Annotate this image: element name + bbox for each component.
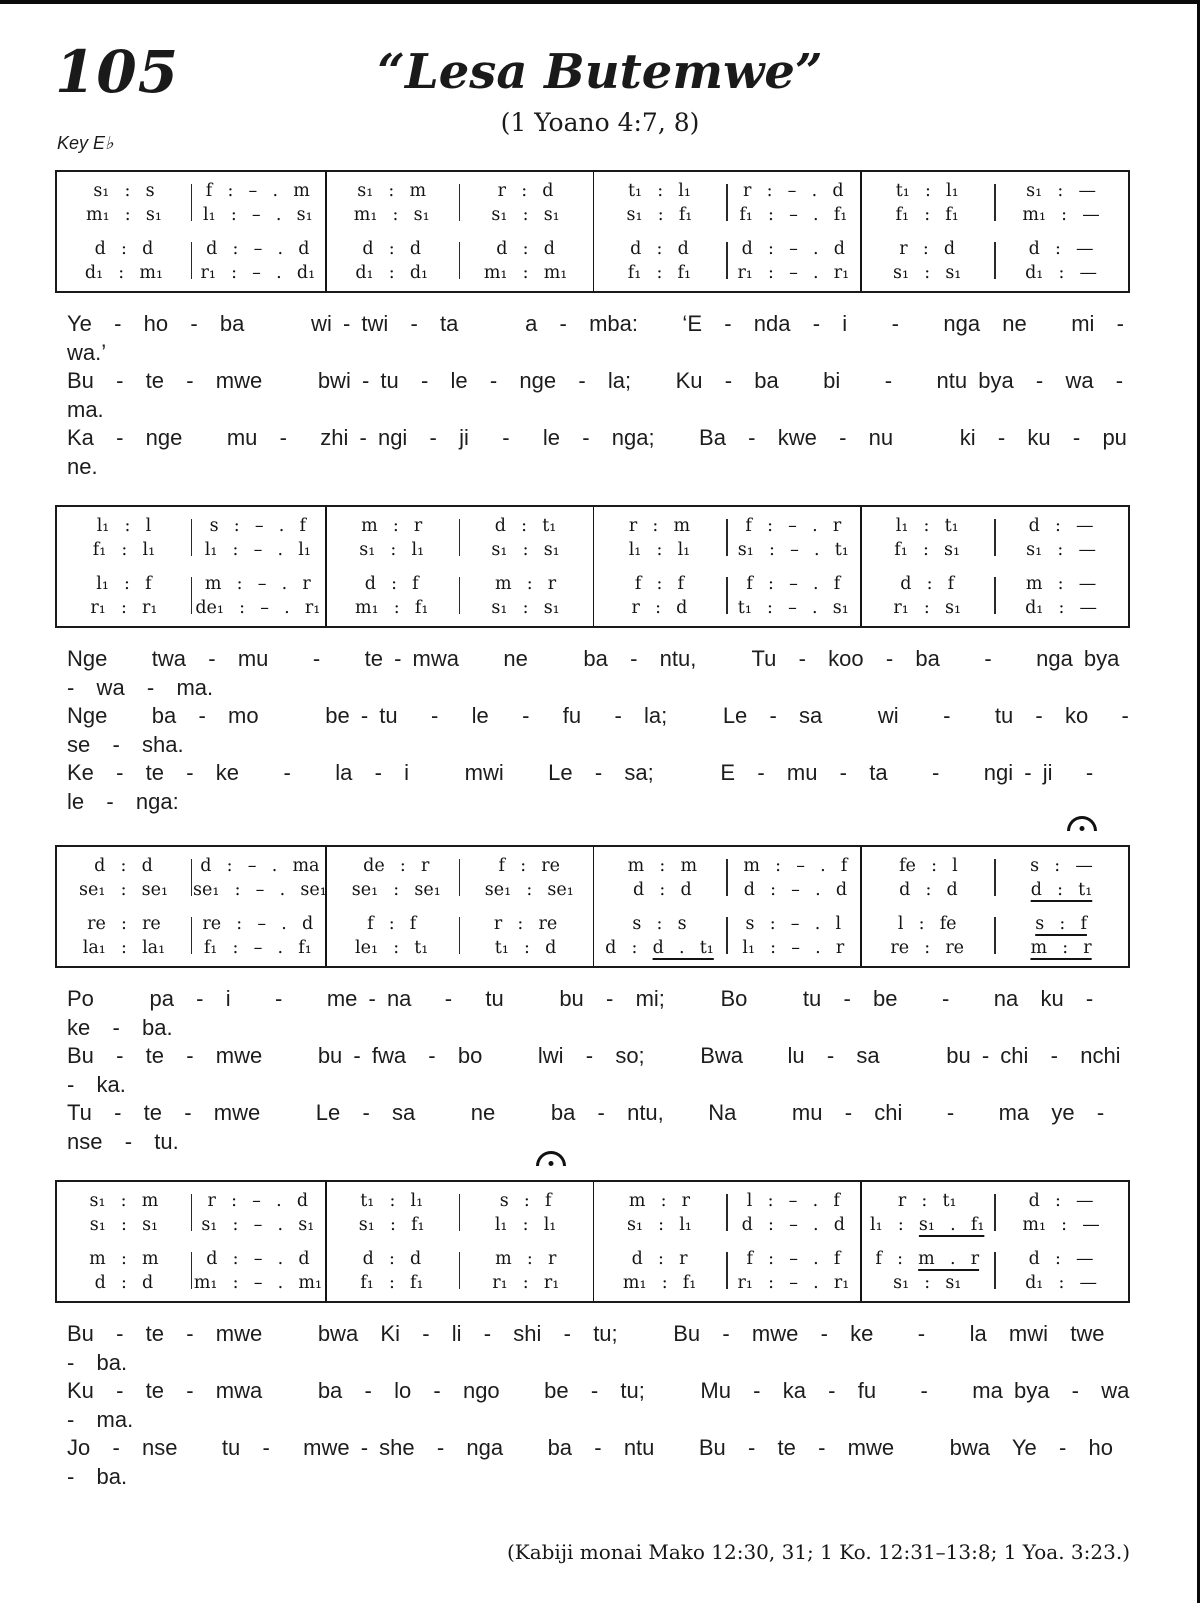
voice-line: s₁ : m: [357, 181, 427, 201]
measure-cell: [191, 237, 325, 285]
voice-line: f : f: [367, 914, 417, 934]
hymn-title: “Lesa Butemwe”: [377, 44, 823, 100]
voice-line: s₁ : s: [93, 181, 155, 201]
measure-cell: [191, 912, 325, 960]
measure-cell: [325, 1247, 459, 1295]
voice-line: t₁ : l₁: [895, 181, 959, 201]
voice-line: m₁ : m₁: [483, 263, 568, 283]
barline: [994, 577, 996, 614]
voice-line: l₁ : s₁ . f₁: [870, 1215, 985, 1235]
measure-cell: [325, 514, 459, 562]
voice-line: de₁ : – . r₁: [195, 598, 321, 618]
lyric-line: Jo - nse tu - mwe - she - nga ba - ntu Bu - te - mwe bwa Ye - ho - ba.: [67, 1435, 1136, 1489]
voice-line: m₁ : f₁: [622, 1273, 697, 1293]
voice-line: m : – . r: [204, 574, 311, 594]
voice-line: f₁ : f₁: [895, 205, 959, 225]
barline: [994, 1252, 996, 1289]
voice-line: r : – . d: [743, 181, 844, 201]
voice-line: s : f: [499, 1191, 552, 1211]
voice-line: s : —: [1030, 856, 1093, 876]
barline: [994, 184, 996, 221]
voice-line: t₁ : d: [494, 938, 557, 958]
voice-line: d₁ : m₁: [84, 263, 163, 283]
barline: [191, 917, 193, 954]
lyric-line: Ye - ho - ba wi - twi - ta a - mba: ‘E - nda - i - nga ne mi - wa.’: [67, 311, 1147, 365]
voice-line: s : – . f: [209, 516, 307, 536]
lyrics-block: [55, 310, 1183, 481]
barline: [726, 519, 728, 556]
voice-line: m : r: [628, 1191, 691, 1211]
voice-line: d : – . d: [206, 1249, 310, 1269]
voice-line: r : m: [628, 516, 691, 536]
barline: [726, 184, 728, 221]
measure-cell: [726, 572, 860, 620]
fermata-icon: [1067, 816, 1097, 831]
system-4: [55, 1180, 1152, 1491]
voice-line: s₁ : f₁: [626, 205, 693, 225]
measure-cell: [593, 1247, 727, 1295]
voice-line: m₁ : – . m₁: [193, 1273, 323, 1293]
barline: [459, 859, 461, 896]
lyric-line: Nge twa - mu - te - mwa ne ba - ntu, Tu - koo - ba - nga bya - wa - ma.: [67, 646, 1142, 700]
voice-line: r : t₁: [897, 1191, 957, 1211]
voice-line: s₁ : m: [89, 1191, 159, 1211]
barline: [994, 519, 996, 556]
measure-cell: [459, 237, 593, 285]
measure-cell: [994, 1247, 1128, 1295]
barline: [726, 859, 728, 896]
measure-cell: [994, 237, 1128, 285]
measure-cell: [994, 912, 1128, 960]
voice-line: f : – . f: [746, 574, 841, 594]
measure-cell: [593, 912, 727, 960]
barline: [994, 859, 996, 896]
voice-line: re : re: [87, 914, 161, 934]
system-2: [55, 505, 1152, 816]
measure-cell: [860, 237, 994, 285]
voice-line: d : d: [496, 239, 555, 259]
barline: [191, 519, 193, 556]
voice-line: f₁ : f₁: [360, 1273, 424, 1293]
voice-line: m : m: [627, 856, 698, 876]
lyric-line: Nge ba - mo be - tu - le - fu - la; Le - sa wi - tu - ko - se - sha.: [67, 703, 1152, 757]
measure-cell: [860, 179, 994, 227]
measure-cell: [57, 572, 191, 620]
notation-grid: [55, 845, 1130, 968]
voice-line: s₁ : l₁: [626, 1215, 692, 1235]
voice-line: r₁ : s₁: [893, 598, 962, 618]
voice-line: r : – . d: [207, 1191, 309, 1211]
voice-line: s₁ : —: [1026, 181, 1096, 201]
lyrics-block: [55, 985, 1143, 1156]
voice-line: d₁ : —: [1025, 1273, 1098, 1293]
measure-cell: [191, 514, 325, 562]
voice-line: re : – . d: [202, 914, 314, 934]
lyrics-block: [55, 1320, 1152, 1491]
measure-cell: [325, 912, 459, 960]
measure-cell: [191, 1247, 325, 1295]
lyrics-block: [55, 645, 1152, 816]
measure-cell: [726, 1189, 860, 1237]
voice-line: m : r: [1030, 938, 1092, 958]
voice-line: t₁ : l₁: [627, 181, 691, 201]
barline: [994, 242, 996, 279]
measure-cell: [726, 179, 860, 227]
measure-cell: [726, 514, 860, 562]
measure-cell: [726, 912, 860, 960]
voice-line: f₁ : f₁: [627, 263, 692, 283]
voice-line: fe : l: [899, 856, 958, 876]
voice-line: r : d: [899, 239, 956, 259]
voice-line: f : – . f: [746, 1249, 841, 1269]
voice-line: l₁ : – . s₁: [203, 205, 313, 225]
voice-line: d : – . d: [741, 1215, 845, 1235]
measure-cell: [57, 514, 191, 562]
voice-line: t₁ : – . s₁: [737, 598, 849, 618]
voice-line: d : – . d: [206, 239, 310, 259]
voice-line: f₁ : – . f₁: [203, 938, 312, 958]
voice-line: d : d . t₁: [605, 938, 714, 958]
voice-line: d : d: [94, 856, 153, 876]
scripture-reference: (1 Yoano 4:7, 8): [500, 108, 700, 137]
voice-line: m₁ : —: [1022, 1215, 1100, 1235]
barline: [726, 577, 728, 614]
voice-line: l₁ : – . r: [742, 938, 845, 958]
lyric-line: Bu - te - mwe bwa Ki - li - shi - tu; Bu - mwe - ke - la mwi twe - ba.: [67, 1321, 1127, 1375]
voice-pair-row: [57, 1189, 1128, 1237]
voice-line: f : – . r: [745, 516, 842, 536]
barline: [994, 1194, 996, 1231]
voice-line: f : m . r: [875, 1249, 980, 1269]
voice-line: s : s: [632, 914, 687, 934]
barline: [726, 917, 728, 954]
voice-line: r₁ : – . r₁: [737, 263, 850, 283]
voice-line: se₁ : se₁: [351, 880, 441, 900]
measure-cell: [593, 179, 727, 227]
voice-line: l : fe: [897, 914, 957, 934]
measure-cell: [325, 1189, 459, 1237]
voice-line: d : —: [1028, 1191, 1094, 1211]
barline: [459, 184, 461, 221]
barline: [191, 1252, 193, 1289]
voice-pair-row: [57, 572, 1128, 620]
measure-cell: [459, 912, 593, 960]
lyric-line: Bu - te - mwe bwi - tu - le - nge - la; Ku - ba bi - ntu bya - wa - ma.: [67, 368, 1146, 422]
barline: [459, 519, 461, 556]
barline: [191, 184, 193, 221]
voice-line: s₁ : —: [1026, 540, 1096, 560]
lyric-line: Po pa - i - me - na - tu bu - mi; Bo tu - be - na ku - ke - ba.: [67, 986, 1116, 1040]
measure-cell: [325, 572, 459, 620]
voice-line: s : – . l: [745, 914, 842, 934]
measure-cell: [57, 912, 191, 960]
voice-line: s₁ : s₁: [491, 598, 560, 618]
voice-line: f₁ : s₁: [894, 540, 961, 560]
voice-line: se₁ : se₁: [79, 880, 169, 900]
measure-cell: [994, 514, 1128, 562]
measure-cell: [994, 1189, 1128, 1237]
measure-cell: [191, 572, 325, 620]
voice-line: m : m: [89, 1249, 159, 1269]
voice-line: la₁ : la₁: [82, 938, 166, 958]
barline: [994, 917, 996, 954]
lyric-line: Ke - te - ke - la - i mwi Le - sa; E - mu - ta - ngi - ji - le - nga:: [67, 760, 1127, 814]
voice-line: de : r: [363, 856, 430, 876]
barline: [459, 917, 461, 954]
voice-line: s₁ : s₁: [491, 540, 560, 560]
voice-line: m : r: [495, 1249, 557, 1269]
measure-cell: [57, 1247, 191, 1295]
barline: [459, 577, 461, 614]
voice-line: m₁ : s₁: [85, 205, 162, 225]
measure-cell: [191, 1189, 325, 1237]
measure-cell: [860, 1247, 994, 1295]
measure-cell: [325, 237, 459, 285]
voice-line: d : – . d: [741, 239, 845, 259]
voice-line: s₁ : – . t₁: [737, 540, 849, 560]
voice-line: l₁ : t₁: [895, 516, 959, 536]
voice-line: d : – . d: [743, 880, 848, 900]
voice-line: f : f: [634, 574, 685, 594]
hymn-number: 105: [55, 38, 180, 106]
measure-cell: [596, 854, 729, 902]
scripture-footnote: (Kabiji monai Mako 12:30, 31; 1 Ko. 12:31–13:8; 1 Yoa. 3:23.): [506, 1540, 1130, 1564]
measure-cell: [593, 514, 727, 562]
voice-line: l₁ : f: [96, 574, 152, 594]
voice-line: l : – . f: [746, 1191, 840, 1211]
measure-cell: [726, 237, 860, 285]
barline: [459, 1194, 461, 1231]
measure-cell: [729, 854, 862, 902]
voice-line: f₁ : – . f₁: [739, 205, 848, 225]
voice-line: re : re: [890, 938, 965, 958]
voice-line: s₁ : l₁: [359, 540, 425, 560]
measure-cell: [190, 854, 330, 902]
voice-line: r : d: [631, 598, 688, 618]
barline: [726, 1194, 728, 1231]
voice-line: s₁ : s₁: [89, 1215, 159, 1235]
voice-line: m : – . f: [743, 856, 848, 876]
voice-line: s₁ : f₁: [358, 1215, 425, 1235]
voice-line: d : —: [1028, 516, 1094, 536]
voice-line: r₁ : r₁: [90, 598, 158, 618]
voice-line: d : t₁: [494, 516, 557, 536]
system-1: [55, 170, 1183, 481]
system-3: [55, 845, 1143, 1156]
barline: [191, 1194, 193, 1231]
voice-line: l₁ : l₁: [494, 1215, 557, 1235]
voice-line: d₁ : —: [1025, 263, 1098, 283]
voice-line: l₁ : l₁: [628, 540, 691, 560]
voice-line: l₁ : l: [96, 516, 152, 536]
voice-line: d : d: [94, 1273, 154, 1293]
voice-line: m : r: [361, 516, 423, 536]
voice-line: s₁ : s₁: [893, 1273, 962, 1293]
voice-line: d : t₁: [1030, 880, 1093, 900]
voice-line: d : – . ma: [200, 856, 320, 876]
voice-line: f : re: [498, 856, 561, 876]
measure-cell: [727, 1247, 861, 1295]
measure-cell: [330, 854, 463, 902]
measure-cell: [57, 1189, 191, 1237]
voice-line: m₁ : f₁: [355, 598, 429, 618]
measure-cell: [459, 1247, 593, 1295]
voice-line: m₁ : s₁: [353, 205, 430, 225]
voice-line: l₁ : – . l₁: [204, 540, 311, 560]
measure-cell: [860, 912, 994, 960]
measure-cell: [57, 854, 190, 902]
lyric-line: Tu - te - mwe Le - sa ne ba - ntu, Na mu - chi - ma ye - nse - tu.: [67, 1100, 1127, 1154]
measure-cell: [459, 179, 593, 227]
measure-cell: [860, 514, 994, 562]
notation-grid: [55, 1180, 1130, 1303]
voice-line: d₁ : d₁: [355, 263, 429, 283]
measure-cell: [593, 1189, 727, 1237]
notation-grid: [55, 505, 1130, 628]
voice-line: d : d: [899, 880, 958, 900]
voice-line: d : d: [94, 239, 154, 259]
voice-line: d : f: [900, 574, 955, 594]
voice-line: r₁ : r₁: [492, 1273, 560, 1293]
voice-line: d : —: [1028, 1249, 1094, 1269]
voice-line: d : r: [631, 1249, 688, 1269]
lyric-line: Ka - nge mu - zhi - ngi - ji - le - nga; Ba - kwe - nu ki - ku - pu ne.: [67, 425, 1183, 479]
lyric-line: Bu - te - mwe bu - fwa - bo lwi - so; Bwa lu - sa bu - chi - nchi - ka.: [67, 1043, 1143, 1097]
measure-cell: [593, 572, 727, 620]
measure-cell: [459, 1189, 593, 1237]
measure-cell: [994, 572, 1128, 620]
barline: [459, 242, 461, 279]
lyric-line: Ku - te - mwa ba - lo - ngo be - tu; Mu - ka - fu - ma bya - wa - ma.: [67, 1378, 1152, 1432]
voice-pair-row: [57, 514, 1128, 562]
voice-pair-row: [57, 179, 1128, 227]
voice-line: f : – . m: [205, 181, 310, 201]
measure-cell: [191, 179, 325, 227]
voice-line: d₁ : —: [1025, 598, 1098, 618]
voice-line: s₁ : s₁: [491, 205, 560, 225]
voice-line: s₁ : s₁: [893, 263, 962, 283]
barline: [191, 577, 193, 614]
measure-cell: [994, 179, 1128, 227]
voice-line: m : r: [494, 574, 557, 594]
voice-line: d : —: [1028, 239, 1094, 259]
voice-pair-row: [57, 237, 1128, 285]
voice-line: m₁ : —: [1022, 205, 1100, 225]
voice-line: r₁ : – . r₁: [737, 1273, 850, 1293]
measure-cell: [463, 854, 596, 902]
measure-cell: [860, 1189, 994, 1237]
voice-line: r : re: [493, 914, 558, 934]
key-signature: Key E♭: [57, 133, 114, 153]
voice-line: d : d: [362, 239, 422, 259]
voice-line: s : f: [1035, 914, 1087, 934]
measure-cell: [57, 179, 191, 227]
voice-line: r : d: [497, 181, 554, 201]
notation-grid: [55, 170, 1130, 293]
voice-line: d : d: [362, 1249, 422, 1269]
measure-cell: [325, 179, 459, 227]
barline: [726, 242, 728, 279]
measure-cell: [459, 514, 593, 562]
measure-cell: [860, 572, 994, 620]
voice-pair-row: [57, 1247, 1128, 1295]
barline: [726, 1252, 728, 1289]
measure-cell: [593, 237, 727, 285]
voice-line: se₁ : se₁: [484, 880, 574, 900]
voice-line: d : f: [364, 574, 419, 594]
voice-line: f₁ : l₁: [92, 540, 156, 560]
voice-pair-row: [57, 854, 1128, 902]
voice-line: le₁ : t₁: [355, 938, 429, 958]
measure-cell: [995, 854, 1128, 902]
voice-line: d : d: [632, 880, 692, 900]
barline: [459, 1252, 461, 1289]
voice-pair-row: [57, 912, 1128, 960]
barline: [191, 242, 193, 279]
measure-cell: [459, 572, 593, 620]
voice-line: s₁ : – . s₁: [201, 1215, 315, 1235]
voice-line: d : d: [630, 239, 689, 259]
voice-line: t₁ : l₁: [360, 1191, 424, 1211]
voice-line: r₁ : – . d₁: [200, 263, 316, 283]
barline: [191, 859, 193, 896]
voice-line: m : —: [1025, 574, 1097, 594]
voice-line: se₁ : – . se₁: [193, 880, 327, 900]
measure-cell: [57, 237, 191, 285]
measure-cell: [862, 854, 995, 902]
